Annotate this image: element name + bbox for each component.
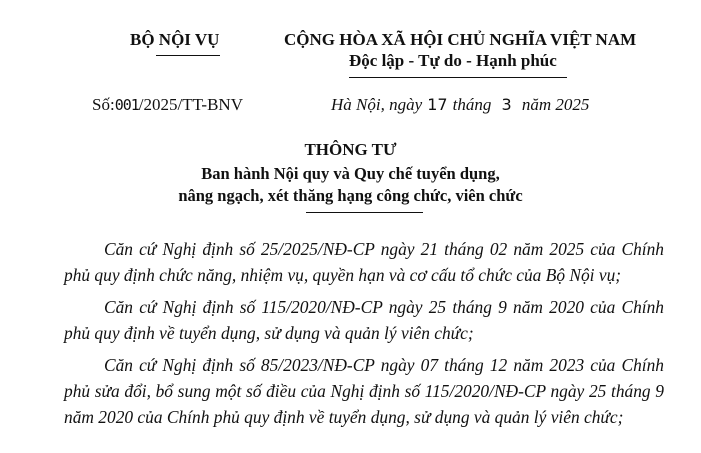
month-label: tháng [452, 95, 492, 114]
national-title: CỘNG HÒA XÃ HỘI CHỦ NGHĨA VIỆT NAM [284, 30, 637, 49]
document-body [64, 236, 664, 436]
national-motto: Độc lập - Tự do - Hạnh phúc [349, 51, 557, 70]
issue-month-handwritten: 3 [501, 95, 512, 114]
document-type: THÔNG TƯ [304, 140, 397, 159]
document-number-handwritten: 001 [114, 96, 139, 114]
issue-date-line [331, 95, 589, 115]
issue-place: Hà Nội, ngày [331, 95, 423, 114]
year-label: năm 2025 [521, 95, 590, 114]
issue-day-handwritten: 17 [427, 95, 448, 114]
legal-basis-paragraph: Căn cứ Nghị định số 115/2020/NĐ-CP ngày 25 tháng 9 năm 2020 của Chính phủ quy định về tuyển dụng, sử dụng và quản lý viên chức; [64, 297, 664, 343]
agency-underline [156, 55, 220, 56]
document-number [92, 95, 243, 115]
legal-basis-paragraph: Căn cứ Nghị định số 85/2023/NĐ-CP ngày 07 tháng 12 năm 2023 của Chính phủ sửa đổi, bổ sung một số điều của Nghị định số 115/2020/NĐ-CP ngày 25 tháng 9 năm 2020 của Chính phủ quy định về tuyển dụng, sử dụng và quản lý viên chức; [64, 355, 664, 427]
document-subject-line-2: nâng ngạch, xét thăng hạng công chức, viên chức [178, 186, 523, 205]
document-number-prefix: Số: [92, 95, 115, 114]
motto-underline [349, 77, 567, 78]
document-number-suffix: /2025/TT-BNV [138, 95, 243, 114]
document-subject-line-1: Ban hành Nội quy và Quy chế tuyển dụng, [201, 164, 500, 183]
legal-basis-paragraph: Căn cứ Nghị định số 25/2025/NĐ-CP ngày 21 tháng 02 năm 2025 của Chính phủ quy định chức năng, nhiệm vụ, quyền hạn và cơ cấu tổ chức của Bộ Nội vụ; [64, 239, 664, 285]
subject-underline [306, 212, 423, 213]
issuing-agency: BỘ NỘI VỤ [130, 30, 220, 49]
